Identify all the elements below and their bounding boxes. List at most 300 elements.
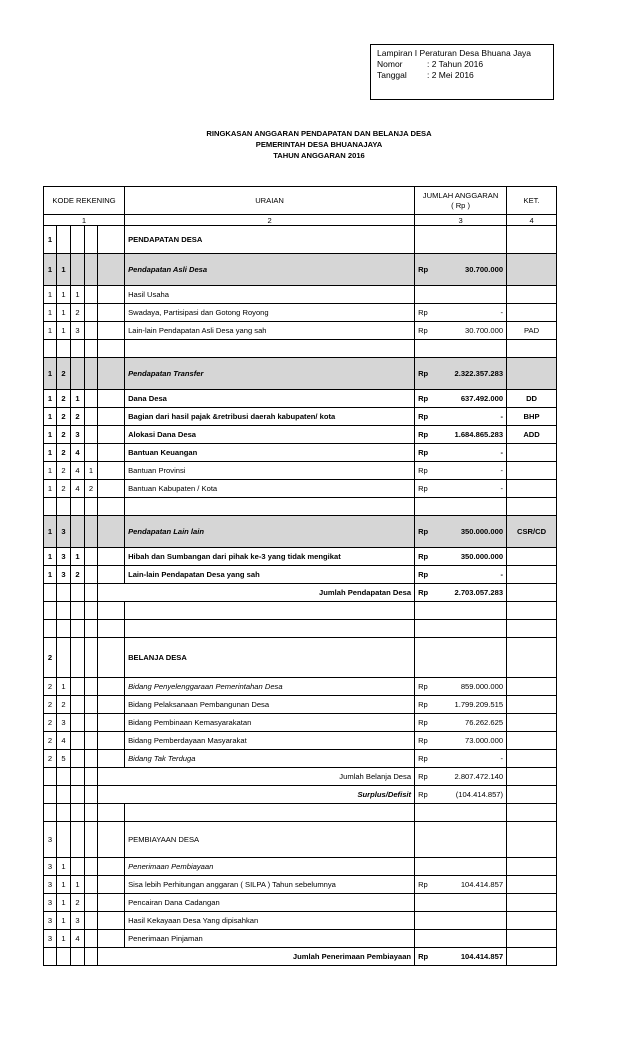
- kode-cell-4: [85, 548, 98, 566]
- kode-cell-2: [57, 822, 71, 858]
- blank-row: [44, 804, 557, 822]
- amount-cell: [415, 638, 507, 678]
- kode-cell-4: [85, 714, 98, 732]
- currency-label: Rp: [418, 772, 428, 781]
- kode-cell-5: [98, 750, 125, 768]
- ket-cell: [507, 894, 557, 912]
- kode-cell-2: 2: [57, 696, 71, 714]
- budget-table: [43, 186, 557, 966]
- kode-cell-4: [85, 696, 98, 714]
- table-row: [44, 678, 557, 696]
- kode-cell-3: 2: [71, 566, 85, 584]
- kode-cell-4: [85, 858, 98, 876]
- kode-cell-2: 2: [57, 358, 71, 390]
- currency-label: Rp: [418, 369, 429, 378]
- uraian-cell: Swadaya, Partisipasi dan Gotong Royong: [125, 304, 415, 322]
- blank-row: [44, 498, 557, 516]
- kode-cell-1: 3: [44, 822, 57, 858]
- amount-cell: [415, 696, 507, 714]
- kode-cell-5: [98, 390, 125, 408]
- kode-cell-2: [57, 226, 71, 254]
- kode-cell-3: 4: [71, 480, 85, 498]
- ket-cell: PAD: [507, 322, 557, 340]
- kode-cell-3: 2: [71, 304, 85, 322]
- col-number-4: 4: [507, 215, 557, 226]
- kode-cell-3: [71, 602, 85, 620]
- amount-cell: [415, 584, 507, 602]
- header-jumlah: [415, 187, 507, 215]
- amount-cell: [415, 768, 507, 786]
- kode-cell-4: [85, 822, 98, 858]
- kode-cell-2: 3: [57, 548, 71, 566]
- kode-cell-2: 2: [57, 462, 71, 480]
- kode-cell-1: 2: [44, 696, 57, 714]
- kode-cell-5: [98, 602, 125, 620]
- header-uraian: URAIAN: [125, 187, 415, 215]
- kode-cell-1: [44, 768, 57, 786]
- ket-cell: [507, 566, 557, 584]
- table-row: [44, 714, 557, 732]
- amount-wrap: [418, 682, 503, 691]
- header-ket: KET.: [507, 187, 557, 215]
- currency-label: Rp: [418, 754, 428, 763]
- kode-cell-2: [57, 638, 71, 678]
- kode-cell-3: [71, 714, 85, 732]
- table-row: [44, 912, 557, 930]
- ket-cell: [507, 732, 557, 750]
- amount-wrap: [418, 527, 503, 536]
- ket-cell: DD: [507, 390, 557, 408]
- kode-cell-1: [44, 786, 57, 804]
- kode-cell-3: [71, 254, 85, 286]
- uraian-cell: [125, 498, 415, 516]
- kode-cell-1: 3: [44, 876, 57, 894]
- kode-cell-4: [85, 584, 98, 602]
- kode-cell-2: 3: [57, 714, 71, 732]
- kode-cell-2: 3: [57, 566, 71, 584]
- kode-cell-2: 1: [57, 894, 71, 912]
- amount-cell: [415, 358, 507, 390]
- uraian-cell: Bidang Tak Terduga: [125, 750, 415, 768]
- kode-cell-3: [71, 584, 85, 602]
- kode-cell-4: [85, 498, 98, 516]
- kode-cell-2: 2: [57, 408, 71, 426]
- amount-value: 104.414.857: [460, 880, 504, 889]
- table-row: [44, 358, 557, 390]
- amount-value: 104.414.857: [460, 952, 504, 961]
- amount-wrap: [418, 369, 503, 378]
- amount-value: -: [500, 412, 504, 421]
- kode-cell-3: 4: [71, 444, 85, 462]
- kode-cell-4: [85, 390, 98, 408]
- kode-cell-4: [85, 340, 98, 358]
- amount-cell: [415, 678, 507, 696]
- kode-cell-2: [57, 768, 71, 786]
- kode-cell-1: 1: [44, 226, 57, 254]
- table-row: [44, 638, 557, 678]
- amount-cell: [415, 948, 507, 966]
- ket-cell: [507, 498, 557, 516]
- kode-cell-2: [57, 584, 71, 602]
- kode-cell-1: 3: [44, 894, 57, 912]
- kode-cell-5: [98, 858, 125, 876]
- amount-cell: [415, 286, 507, 304]
- uraian-cell: BELANJA DESA: [125, 638, 415, 678]
- kode-cell-1: 2: [44, 732, 57, 750]
- amount-value: 30.700.000: [465, 265, 504, 274]
- kode-cell-4: [85, 786, 98, 804]
- nomor-value: : 2 Tahun 2016: [427, 59, 484, 69]
- amount-wrap: [418, 736, 503, 745]
- amount-cell: [415, 304, 507, 322]
- table-row: [44, 786, 557, 804]
- uraian-cell: Bidang Penyelenggaraan Pemerintahan Desa: [125, 678, 415, 696]
- lampiran-title: Lampiran I Peraturan Desa Bhuana Jaya: [377, 48, 532, 58]
- kode-cell-3: 3: [71, 322, 85, 340]
- kode-cell-2: 1: [57, 678, 71, 696]
- kode-cell-5: [98, 876, 125, 894]
- kode-cell-3: [71, 768, 85, 786]
- kode-cell-4: [85, 876, 98, 894]
- table-row: [44, 584, 557, 602]
- kode-cell-5: [98, 620, 125, 638]
- kode-cell-4: [85, 638, 98, 678]
- kode-cell-5: [98, 714, 125, 732]
- kode-cell-2: 2: [57, 426, 71, 444]
- amount-wrap: [418, 754, 503, 763]
- kode-cell-4: [85, 286, 98, 304]
- kode-cell-1: 1: [44, 516, 57, 548]
- table-row: [44, 516, 557, 548]
- amount-value: (104.414.857): [455, 790, 504, 799]
- table-row: [44, 930, 557, 948]
- kode-cell-4: [85, 912, 98, 930]
- table-row: [44, 390, 557, 408]
- kode-cell-1: [44, 620, 57, 638]
- kode-cell-2: 1: [57, 876, 71, 894]
- amount-cell: [415, 786, 507, 804]
- amount-cell: [415, 340, 507, 358]
- document-title: [0, 128, 638, 161]
- kode-cell-4: [85, 322, 98, 340]
- kode-cell-1: 2: [44, 638, 57, 678]
- kode-cell-2: [57, 948, 71, 966]
- currency-label: Rp: [418, 880, 428, 889]
- kode-cell-1: [44, 498, 57, 516]
- ket-cell: [507, 822, 557, 858]
- kode-cell-2: 5: [57, 750, 71, 768]
- amount-wrap: [418, 570, 503, 579]
- kode-cell-1: 1: [44, 408, 57, 426]
- amount-value: 2.703.057.283: [454, 588, 504, 597]
- amount-wrap: [418, 265, 503, 274]
- kode-cell-1: 1: [44, 444, 57, 462]
- kode-cell-5: [98, 462, 125, 480]
- kode-cell-3: [71, 822, 85, 858]
- amount-value: 1.684.865.283: [454, 430, 504, 439]
- uraian-cell: PENDAPATAN DESA: [125, 226, 415, 254]
- kode-cell-4: [85, 444, 98, 462]
- uraian-cell: Hasil Usaha: [125, 286, 415, 304]
- currency-label: Rp: [418, 394, 429, 403]
- kode-cell-1: 1: [44, 480, 57, 498]
- ket-cell: [507, 602, 557, 620]
- kode-cell-5: [98, 678, 125, 696]
- table-row: [44, 304, 557, 322]
- title-line-1: RINGKASAN ANGGARAN PENDAPATAN DAN BELANJA DESA: [206, 129, 432, 138]
- amount-cell: [415, 226, 507, 254]
- amount-value: 350.000.000: [460, 552, 504, 561]
- kode-cell-4: [85, 254, 98, 286]
- kode-cell-4: [85, 804, 98, 822]
- kode-cell-2: 1: [57, 912, 71, 930]
- ket-cell: [507, 226, 557, 254]
- uraian-cell: Bantuan Kabupaten / Kota: [125, 480, 415, 498]
- amount-value: -: [500, 308, 504, 317]
- table-row: [44, 444, 557, 462]
- ket-cell: [507, 462, 557, 480]
- currency-label: Rp: [418, 265, 429, 274]
- currency-label: Rp: [418, 466, 428, 475]
- kode-cell-4: [85, 408, 98, 426]
- kode-cell-5: [98, 566, 125, 584]
- amount-value: 350.000.000: [460, 527, 504, 536]
- ket-cell: [507, 930, 557, 948]
- currency-label: Rp: [418, 682, 428, 691]
- ket-cell: [507, 714, 557, 732]
- ket-cell: [507, 548, 557, 566]
- kode-cell-2: 1: [57, 322, 71, 340]
- kode-cell-1: [44, 340, 57, 358]
- amount-cell: [415, 566, 507, 584]
- uraian-cell: Bidang Pemberdayaan Masyarakat: [125, 732, 415, 750]
- table-row: [44, 548, 557, 566]
- kode-cell-2: [57, 786, 71, 804]
- amount-cell: [415, 548, 507, 566]
- amount-cell: [415, 602, 507, 620]
- kode-cell-5: [98, 480, 125, 498]
- kode-cell-3: [71, 786, 85, 804]
- uraian-cell: Hasil Kekayaan Desa Yang dipisahkan: [125, 912, 415, 930]
- kode-cell-3: [71, 750, 85, 768]
- col-number-2: 2: [125, 215, 415, 226]
- ket-cell: [507, 304, 557, 322]
- table-row: [44, 566, 557, 584]
- kode-cell-4: [85, 426, 98, 444]
- kode-cell-1: 1: [44, 304, 57, 322]
- table-row: [44, 254, 557, 286]
- ket-cell: [507, 286, 557, 304]
- table-row: [44, 822, 557, 858]
- kode-cell-4: [85, 894, 98, 912]
- amount-wrap: [418, 484, 503, 493]
- kode-cell-2: 1: [57, 858, 71, 876]
- ket-cell: [507, 858, 557, 876]
- header-jumlah-unit: ( Rp ): [451, 200, 471, 210]
- kode-cell-1: 1: [44, 426, 57, 444]
- table-row: [44, 894, 557, 912]
- total-label: Surplus/Defisit: [98, 786, 415, 804]
- uraian-cell: Bagian dari hasil pajak &retribusi daerah kabupaten/ kota: [125, 408, 415, 426]
- table-row: [44, 696, 557, 714]
- kode-cell-3: [71, 516, 85, 548]
- kode-cell-4: [85, 566, 98, 584]
- kode-cell-3: [71, 732, 85, 750]
- kode-cell-5: [98, 340, 125, 358]
- ket-cell: CSR/CD: [507, 516, 557, 548]
- kode-cell-1: 2: [44, 750, 57, 768]
- amount-cell: [415, 750, 507, 768]
- uraian-cell: Alokasi Dana Desa: [125, 426, 415, 444]
- currency-label: Rp: [418, 736, 428, 745]
- kode-cell-5: [98, 304, 125, 322]
- ket-cell: [507, 750, 557, 768]
- kode-cell-1: 3: [44, 858, 57, 876]
- kode-cell-4: [85, 930, 98, 948]
- amount-value: 30.700.000: [465, 326, 504, 335]
- ket-cell: [507, 912, 557, 930]
- amount-wrap: [418, 700, 503, 709]
- table-row: [44, 480, 557, 498]
- kode-cell-3: 1: [71, 548, 85, 566]
- amount-value: 2.322.357.283: [454, 369, 504, 378]
- kode-cell-2: 2: [57, 444, 71, 462]
- amount-cell: [415, 912, 507, 930]
- amount-cell: [415, 408, 507, 426]
- tanggal-label: Tanggal: [377, 70, 407, 80]
- kode-cell-4: [85, 948, 98, 966]
- kode-cell-4: [85, 732, 98, 750]
- table-row: [44, 876, 557, 894]
- kode-cell-5: [98, 408, 125, 426]
- uraian-cell: Bantuan Keuangan: [125, 444, 415, 462]
- kode-cell-3: [71, 678, 85, 696]
- ket-cell: [507, 768, 557, 786]
- kode-cell-2: [57, 602, 71, 620]
- kode-cell-3: 3: [71, 426, 85, 444]
- kode-cell-2: [57, 804, 71, 822]
- ket-cell: [507, 696, 557, 714]
- kode-cell-5: [98, 498, 125, 516]
- kode-cell-3: 2: [71, 408, 85, 426]
- ket-cell: [507, 638, 557, 678]
- kode-cell-1: [44, 804, 57, 822]
- kode-cell-3: [71, 696, 85, 714]
- ket-cell: [507, 948, 557, 966]
- amount-value: 2.807.472.140: [454, 772, 504, 781]
- uraian-cell: [125, 602, 415, 620]
- kode-cell-2: 1: [57, 304, 71, 322]
- ket-cell: [507, 786, 557, 804]
- kode-cell-5: [98, 638, 125, 678]
- kode-cell-4: [85, 358, 98, 390]
- currency-label: Rp: [418, 588, 429, 597]
- table-row: [44, 286, 557, 304]
- amount-cell: [415, 444, 507, 462]
- kode-cell-5: [98, 696, 125, 714]
- uraian-cell: Bantuan Provinsi: [125, 462, 415, 480]
- kode-cell-3: [71, 804, 85, 822]
- kode-cell-4: [85, 678, 98, 696]
- kode-cell-5: [98, 286, 125, 304]
- amount-cell: [415, 858, 507, 876]
- kode-cell-1: 1: [44, 286, 57, 304]
- uraian-cell: [125, 804, 415, 822]
- tanggal-value: : 2 Mei 2016: [427, 70, 474, 80]
- amount-value: -: [500, 754, 504, 763]
- blank-row: [44, 620, 557, 638]
- ket-cell: [507, 340, 557, 358]
- table-row: [44, 732, 557, 750]
- currency-label: Rp: [418, 430, 429, 439]
- kode-cell-1: 1: [44, 462, 57, 480]
- kode-cell-2: 2: [57, 390, 71, 408]
- uraian-cell: Pendapatan Transfer: [125, 358, 415, 390]
- total-label: Jumlah Belanja Desa: [98, 768, 415, 786]
- uraian-cell: PEMBIAYAAN DESA: [125, 822, 415, 858]
- amount-cell: [415, 516, 507, 548]
- ket-cell: [507, 876, 557, 894]
- ket-cell: [507, 444, 557, 462]
- table-row: [44, 462, 557, 480]
- amount-cell: [415, 426, 507, 444]
- kode-cell-1: 1: [44, 566, 57, 584]
- currency-label: Rp: [418, 412, 429, 421]
- amount-value: -: [500, 570, 504, 579]
- kode-cell-3: [71, 226, 85, 254]
- kode-cell-5: [98, 516, 125, 548]
- amount-cell: [415, 322, 507, 340]
- currency-label: Rp: [418, 952, 429, 961]
- ket-cell: BHP: [507, 408, 557, 426]
- kode-cell-5: [98, 894, 125, 912]
- kode-cell-5: [98, 358, 125, 390]
- uraian-cell: Penerimaan Pinjaman: [125, 930, 415, 948]
- ket-cell: [507, 584, 557, 602]
- amount-cell: [415, 876, 507, 894]
- currency-label: Rp: [418, 570, 429, 579]
- amount-cell: [415, 480, 507, 498]
- currency-label: Rp: [418, 700, 428, 709]
- kode-cell-2: 4: [57, 732, 71, 750]
- kode-cell-1: 3: [44, 912, 57, 930]
- kode-cell-2: 1: [57, 254, 71, 286]
- currency-label: Rp: [418, 790, 428, 799]
- kode-cell-3: [71, 620, 85, 638]
- table-row: [44, 768, 557, 786]
- col-number-3: 3: [415, 215, 507, 226]
- kode-cell-3: 3: [71, 912, 85, 930]
- kode-cell-5: [98, 254, 125, 286]
- amount-value: 76.262.625: [465, 718, 504, 727]
- kode-cell-4: [85, 304, 98, 322]
- ket-cell: [507, 480, 557, 498]
- kode-cell-3: 1: [71, 286, 85, 304]
- title-line-2: PEMERINTAH DESA BHUANAJAYA: [255, 140, 383, 149]
- table-row: [44, 226, 557, 254]
- kode-cell-5: [98, 804, 125, 822]
- amount-wrap: [418, 718, 503, 727]
- amount-wrap: [418, 430, 503, 439]
- table-number-row: [44, 215, 557, 226]
- uraian-cell: Bidang Pelaksanaan Pembangunan Desa: [125, 696, 415, 714]
- kode-cell-2: [57, 498, 71, 516]
- kode-cell-4: [85, 226, 98, 254]
- total-label: Jumlah Penerimaan Pembiayaan: [98, 948, 415, 966]
- currency-label: Rp: [418, 308, 428, 317]
- currency-label: Rp: [418, 718, 428, 727]
- kode-cell-1: 1: [44, 254, 57, 286]
